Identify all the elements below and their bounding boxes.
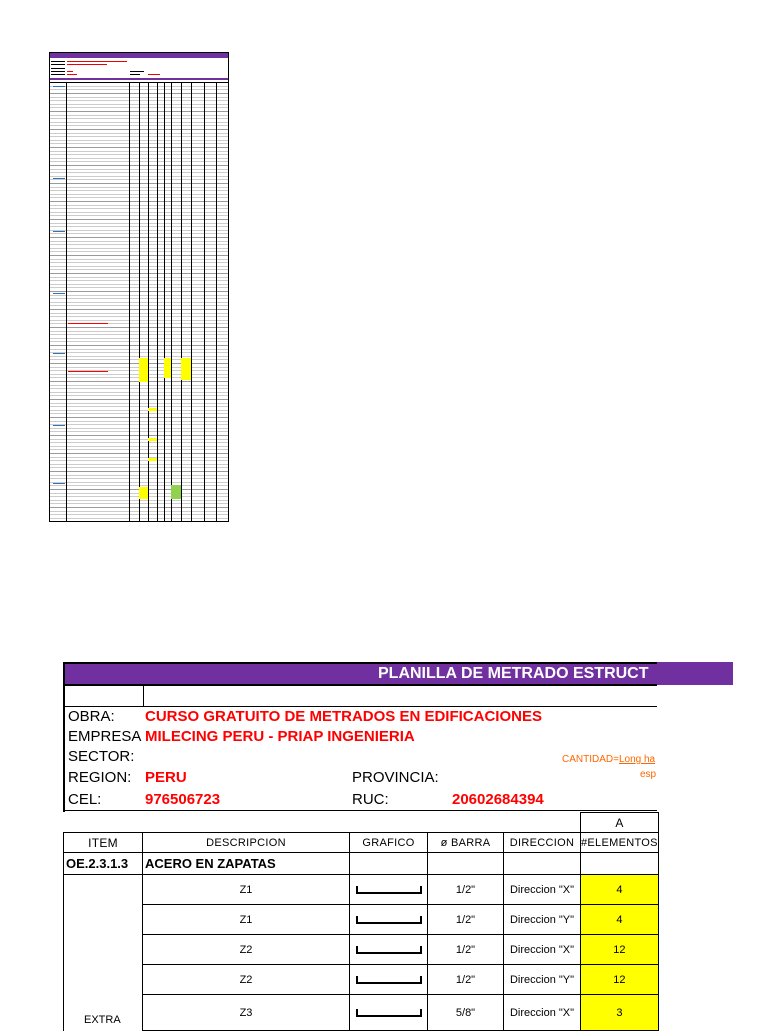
rebar-hook-icon	[356, 886, 422, 894]
table-row	[64, 905, 659, 935]
rebar-hook-icon	[356, 916, 422, 924]
obra-label: OBRA:	[68, 708, 115, 725]
row-barra: 1/2"	[428, 965, 504, 995]
row-elementos: 12	[581, 965, 659, 995]
rebar-hook-icon	[356, 946, 422, 954]
section-code: OE.2.3.1.3	[64, 853, 143, 875]
row-grafico	[350, 875, 428, 905]
table-row	[64, 935, 659, 965]
empresa-label: EMPRESA	[68, 728, 142, 745]
header-barra: ø BARRA	[428, 833, 504, 853]
row-barra: 1/2"	[428, 875, 504, 905]
column-letter-row	[64, 813, 659, 833]
table-row	[64, 995, 659, 1031]
table-header-row	[64, 833, 659, 853]
section-name: ACERO EN ZAPATAS	[143, 853, 350, 875]
header-direccion: DIRECCION	[504, 833, 581, 853]
row-descripcion: Z1	[143, 875, 350, 905]
row-elementos: 3	[581, 995, 659, 1031]
ruc-label: RUC:	[352, 791, 389, 808]
formula-text: Long ha	[618, 754, 656, 765]
header-descripcion: DESCRIPCION	[143, 833, 350, 853]
header-item: ITEM	[64, 833, 143, 853]
row-barra: 1/2"	[428, 905, 504, 935]
cel-value: 976506723	[145, 791, 221, 808]
header-grafico: GRAFICO	[350, 833, 428, 853]
row-elementos: 4	[581, 905, 659, 935]
formula-prefix: CANTIDAD=	[562, 754, 619, 765]
region-label: REGION:	[68, 769, 132, 786]
row-barra: 5/8"	[428, 995, 504, 1031]
sheet-thumbnail	[49, 52, 229, 522]
sheet-title: PLANILLA DE METRADO ESTRUCT	[378, 665, 649, 682]
cel-label: CEL:	[68, 791, 102, 808]
row-direccion: Direccion "X"	[504, 995, 581, 1031]
empresa-row	[65, 727, 657, 747]
ruc-value: 20602684394	[452, 791, 544, 808]
blank-row	[65, 686, 657, 707]
table-row	[64, 965, 659, 995]
thumbnail-header	[50, 58, 228, 83]
row-elementos: 4	[581, 875, 659, 905]
cel-row	[65, 790, 657, 811]
row-descripcion: Z1	[143, 905, 350, 935]
row-grafico	[350, 935, 428, 965]
header-block	[63, 686, 657, 812]
row-descripcion: Z2	[143, 965, 350, 995]
obra-row	[65, 707, 657, 727]
empresa-value: MILECING PERU - PRIAP INGENIERIA	[145, 728, 415, 745]
row-barra: 1/2"	[428, 935, 504, 965]
obra-value: CURSO GRATUITO DE METRADOS EN EDIFICACIONES	[145, 708, 542, 725]
section-row	[64, 853, 659, 875]
rebar-hook-icon	[356, 976, 422, 984]
row-descripcion: Z2	[143, 935, 350, 965]
extra-label: EXTRA	[84, 1014, 121, 1026]
row-grafico	[350, 995, 428, 1031]
row-direccion: Direccion "X"	[504, 935, 581, 965]
row-direccion: Direccion "Y"	[504, 905, 581, 935]
row-elementos: 12	[581, 935, 659, 965]
sector-label: SECTOR:	[68, 748, 135, 765]
cantidad-formula	[562, 754, 657, 765]
row-descripcion: Z3	[143, 995, 350, 1031]
region-row	[65, 768, 657, 788]
header-elementos: #ELEMENTOS	[581, 833, 659, 853]
row-direccion: Direccion "Y"	[504, 965, 581, 995]
column-letter-a: A	[581, 813, 659, 833]
formula-line2: esp	[640, 769, 657, 780]
rebar-hook-icon	[356, 1009, 422, 1017]
row-grafico	[350, 905, 428, 935]
row-grafico	[350, 965, 428, 995]
table-row	[64, 875, 659, 905]
row-direccion: Direccion "X"	[504, 875, 581, 905]
metrado-table	[63, 812, 659, 1031]
region-value: PERU	[145, 769, 187, 786]
title-banner-extension	[657, 662, 733, 685]
provincia-label: PROVINCIA:	[352, 769, 439, 786]
